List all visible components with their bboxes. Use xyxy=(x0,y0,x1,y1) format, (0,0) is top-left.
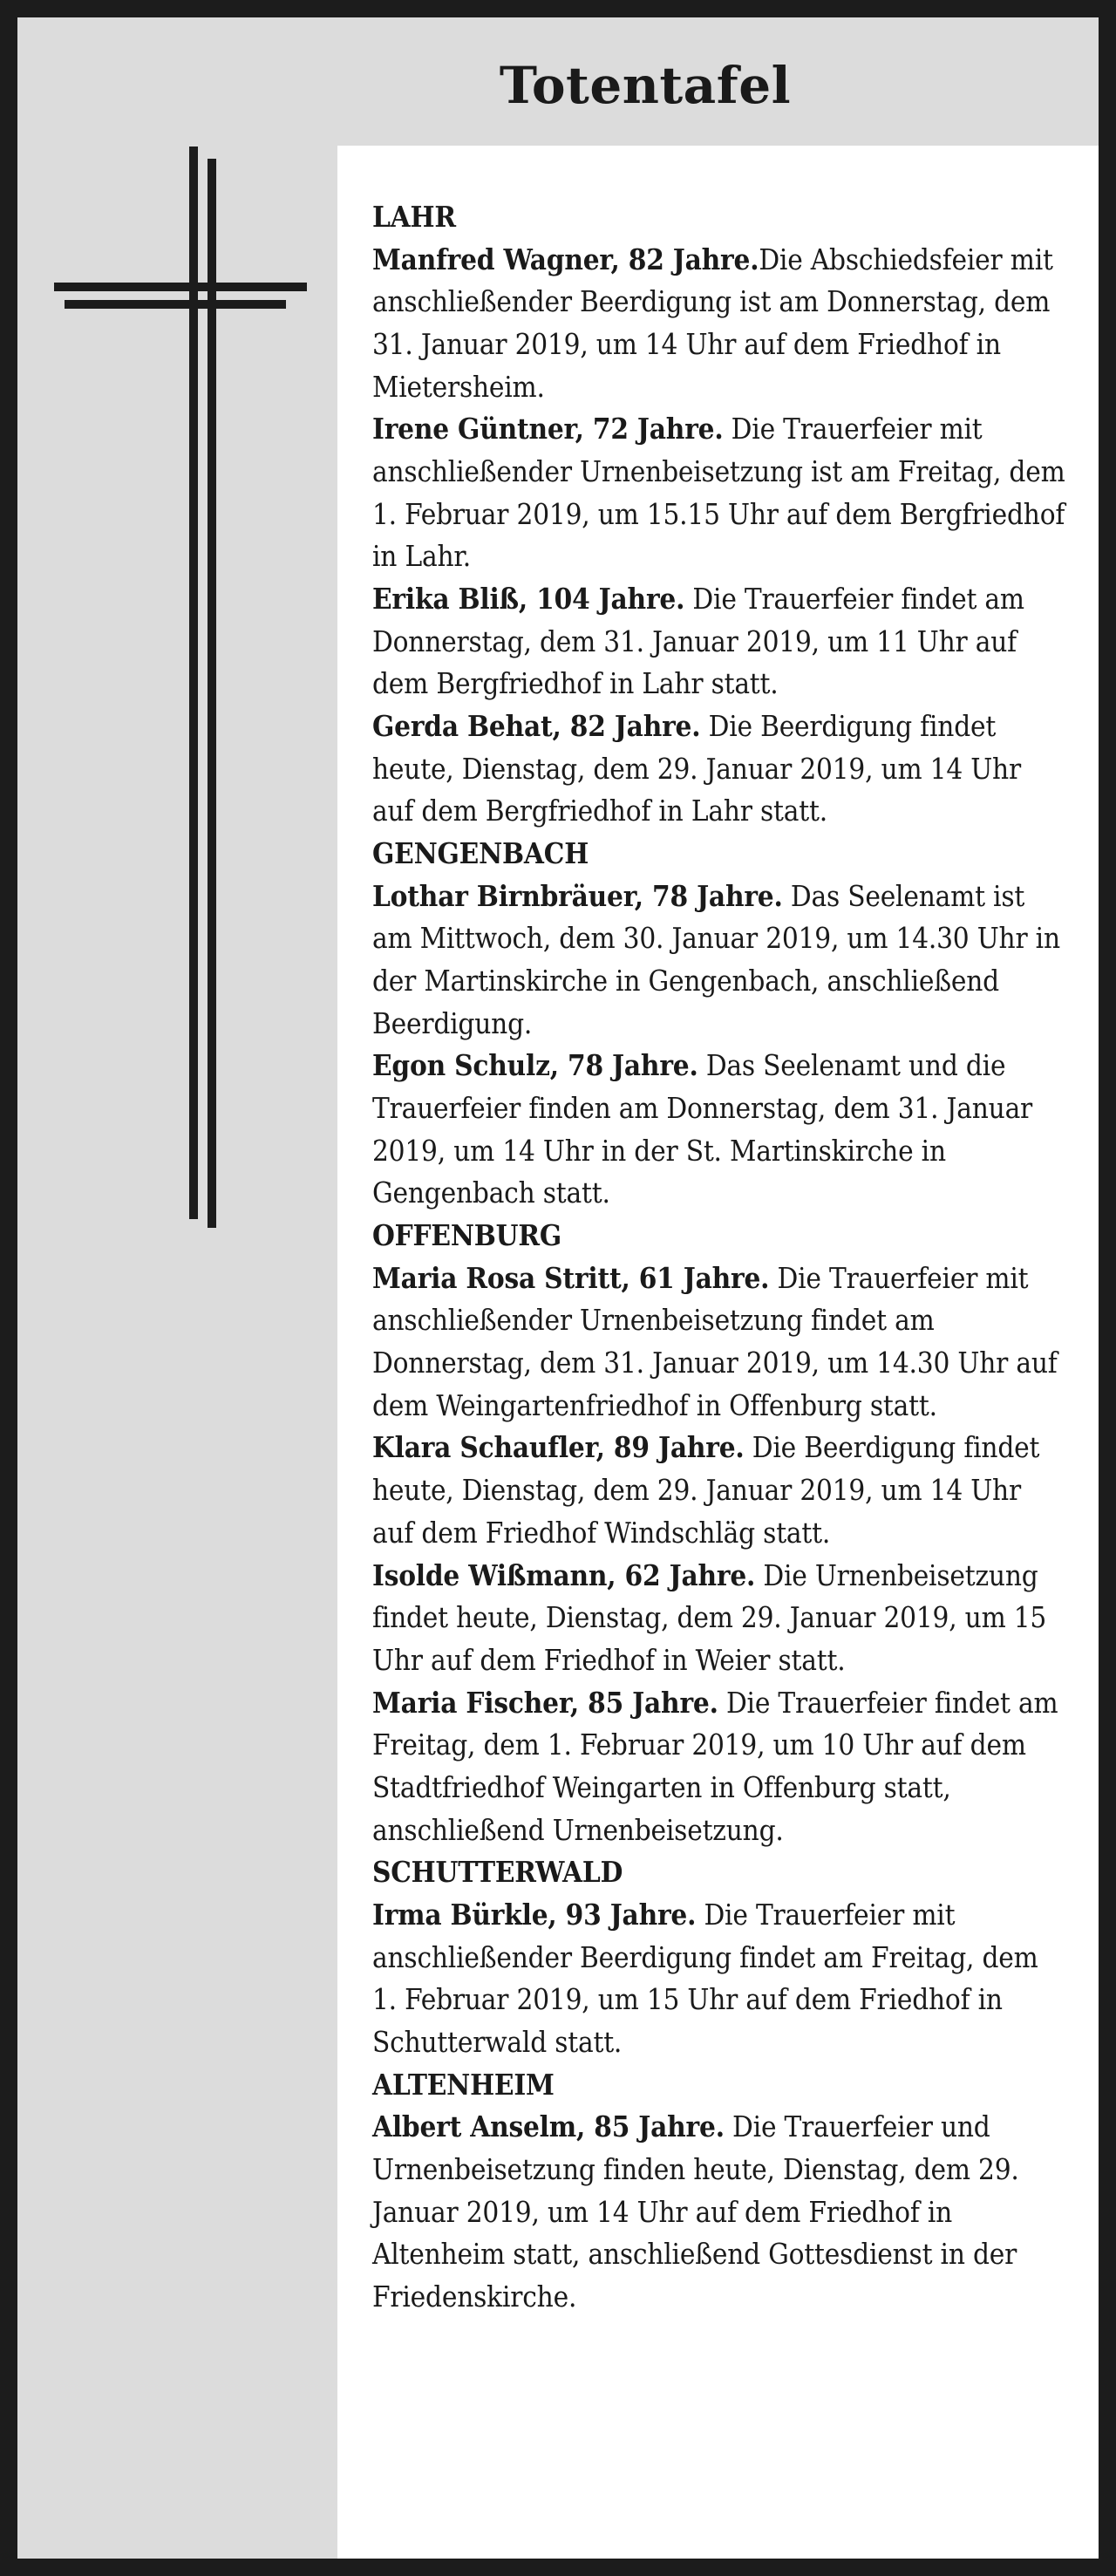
obituary-entry xyxy=(372,239,1069,409)
ceremony-text: Die Beerdigung findet heute, Dienstag, dem 29. Januar 2019, um 14 Uhr auf dem Bergfriedhof in Lahr statt. xyxy=(372,709,1021,828)
obituary-entry xyxy=(372,1427,1069,1554)
town-heading: GENGENBACH xyxy=(372,836,589,871)
deceased-name: Gerda Behat, 82 Jahre. xyxy=(372,709,701,744)
obituary-entry xyxy=(372,408,1069,578)
ceremony-text: Das Seelenamt und die Trauerfeier finden am Donnerstag, dem 31. Januar 2019, um 14 Uhr in der St. Martinskirche in Gengenbach statt. xyxy=(372,1048,1033,1210)
ceremony-text: Die Trauerfeier findet am Donnerstag, dem 31. Januar 2019, um 11 Uhr auf dem Bergfriedhof in Lahr statt. xyxy=(372,582,1024,701)
obituary-entry xyxy=(372,578,1069,705)
page-title: Totentafel xyxy=(499,56,792,115)
ceremony-text: Die Trauerfeier und Urnenbeisetzung finden heute, Dienstag, dem 29. Januar 2019, um 14 Uhr auf dem Friedhof in Altenheim statt, anschließend Gottesdienst in der Friedenskirche. xyxy=(372,2109,1019,2314)
cross-icon xyxy=(47,147,309,1245)
section-offenburg xyxy=(372,1215,1069,1851)
obituary-entry xyxy=(372,1894,1069,2064)
obituary-entry xyxy=(372,1555,1069,1682)
deceased-name: Lothar Birnbräuer, 78 Jahre. xyxy=(372,878,783,913)
town-heading: SCHUTTERWALD xyxy=(372,1855,623,1890)
deceased-name: Albert Anselm, 85 Jahre. xyxy=(372,2109,725,2144)
ceremony-text: Das Seelenamt ist am Mittwoch, dem 30. Januar 2019, um 14.30 Uhr in der Martinskirche in Gengenbach, anschließend Beerdigung. xyxy=(372,878,1060,1040)
deceased-name: Isolde Wißmann, 62 Jahre. xyxy=(372,1557,756,1592)
ceremony-text: Die Urnenbeisetzung findet heute, Dienstag, dem 29. Januar 2019, um 15 Uhr auf dem Friedhof in Weier statt. xyxy=(372,1557,1047,1677)
obituary-entry xyxy=(372,1682,1069,1852)
obituary-list xyxy=(337,146,1099,2576)
ceremony-text: Die Trauerfeier mit anschließender Urnenbeisetzung ist am Freitag, dem 1. Februar 2019, um 15.15 Uhr auf dem Bergfriedhof in Lahr. xyxy=(372,412,1065,574)
obituary-entry xyxy=(372,1045,1069,1215)
deceased-name: Klara Schaufler, 89 Jahre. xyxy=(372,1430,745,1465)
obituary-entry xyxy=(372,705,1069,833)
town-heading: OFFENBURG xyxy=(372,1218,561,1253)
obituary-entry xyxy=(372,1257,1069,1428)
ceremony-text: Die Abschiedsfeier mit anschließender Beerdigung ist am Donnerstag, dem 31. Januar 2019, um 14 Uhr auf dem Friedhof in Mietersheim. xyxy=(372,242,1053,404)
deceased-name: Irene Güntner, 72 Jahre. xyxy=(372,412,724,446)
town-heading: LAHR xyxy=(372,200,456,234)
section-schutterwald xyxy=(372,1851,1069,2063)
deceased-name: Maria Fischer, 85 Jahre. xyxy=(372,1685,718,1720)
section-gengenbach xyxy=(372,833,1069,1215)
ceremony-text: Die Beerdigung findet heute, Dienstag, dem 29. Januar 2019, um 14 Uhr auf dem Friedhof Windschläg statt. xyxy=(372,1430,1040,1550)
ceremony-text: Die Trauerfeier findet am Freitag, dem 1. Februar 2019, um 10 Uhr auf dem Stadtfriedhof Weingarten in Offenburg statt, anschließend Urnenbeisetzung. xyxy=(372,1685,1058,1847)
section-lahr xyxy=(372,196,1069,833)
ceremony-text: Die Trauerfeier mit anschließender Beerdigung findet am Freitag, dem 1. Februar 2019, um 15 Uhr auf dem Friedhof in Schutterwald statt. xyxy=(372,1897,1038,2059)
deceased-name: Manfred Wagner, 82 Jahre. xyxy=(372,242,759,276)
town-heading: ALTENHEIM xyxy=(372,2067,555,2102)
ceremony-text: Die Trauerfeier mit anschließender Urnenbeisetzung findet am Donnerstag, dem 31. Januar 2019, um 14.30 Uhr auf dem Weingartenfriedhof in Offenburg statt. xyxy=(372,1260,1058,1422)
deceased-name: Egon Schulz, 78 Jahre. xyxy=(372,1048,698,1083)
deceased-name: Erika Bliß, 104 Jahre. xyxy=(372,582,685,617)
section-altenheim xyxy=(372,2064,1069,2319)
obituary-entry xyxy=(372,876,1069,1046)
deceased-name: Irma Bürkle, 93 Jahre. xyxy=(372,1897,697,1932)
obituary-entry xyxy=(372,2106,1069,2318)
deceased-name: Maria Rosa Stritt, 61 Jahre. xyxy=(372,1260,770,1295)
